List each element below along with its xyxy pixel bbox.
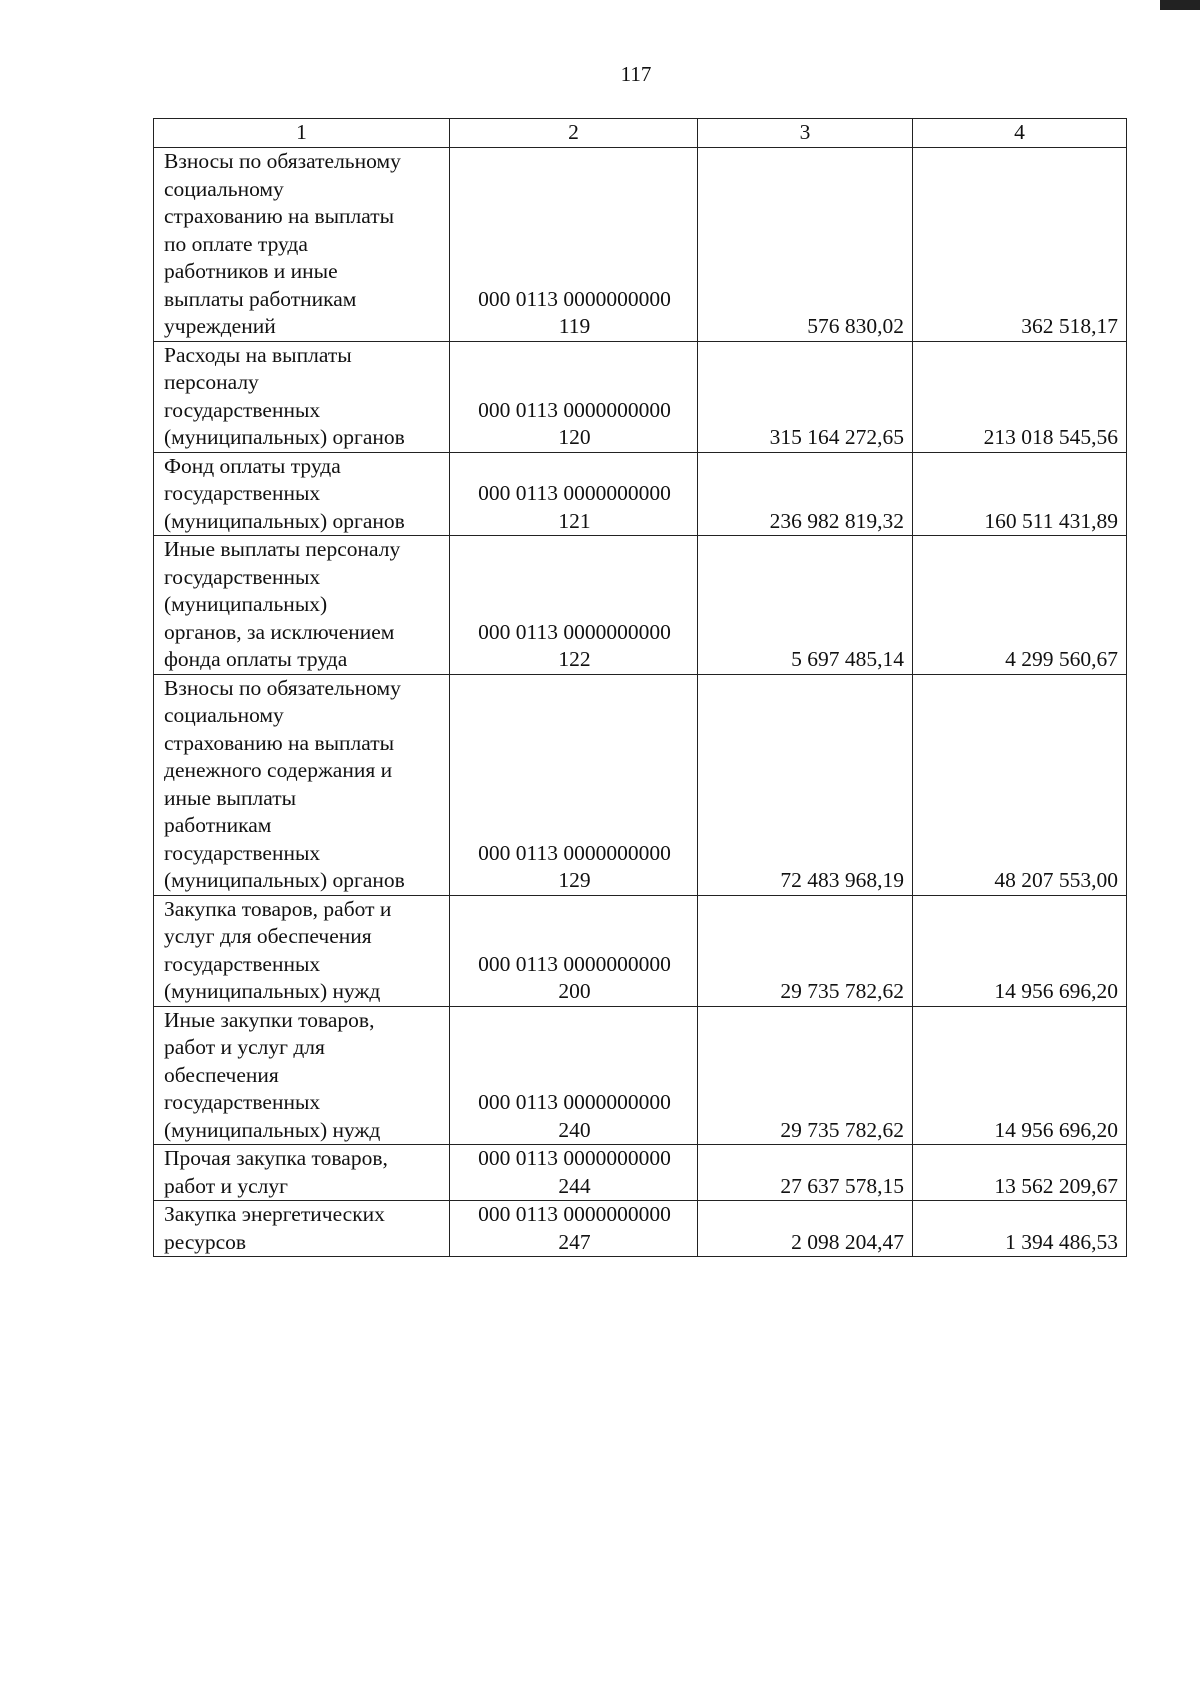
table-row [154,1201,1127,1257]
table-row [154,452,1127,536]
amount-col-4: 160 511 431,89 [913,452,1127,536]
amount-col-4: 14 956 696,20 [913,895,1127,1006]
amount-col-4: 48 207 553,00 [913,674,1127,895]
expense-name-line: Взносы по обязательному [164,149,401,173]
expense-name-line: (муниципальных) органов [164,868,405,892]
expense-name-line: социальному [164,176,284,201]
expense-name-line: страхованию на выплаты [164,730,395,755]
expense-name-line: иные выплаты [164,785,297,810]
budget-code-line: 244 [558,1173,591,1198]
expense-name-line: Прочая закупка товаров, [164,1146,388,1170]
budget-code-cell [450,895,698,1006]
expense-name-cell [154,341,450,452]
expense-name-line: Взносы по обязательному [164,675,401,700]
expense-name-cell [154,1006,450,1145]
budget-code-cell [450,1201,698,1257]
expense-name-line: Расходы на выплаты [164,342,352,367]
amount-col-4: 362 518,17 [913,148,1127,342]
expense-name-line: государственных [164,481,321,505]
header-col-2: 2 [450,119,698,148]
budget-code-line: 000 0113 0000000000 [478,1090,671,1114]
expense-name-line: ресурсов [164,1229,247,1254]
amount-col-3: 29 735 782,62 [698,1006,913,1145]
amount-col-4: 13 562 209,67 [913,1145,1127,1201]
budget-code-line: 119 [558,314,591,338]
expense-name-line: (муниципальных) органов [164,508,405,533]
amount-col-3: 72 483 968,19 [698,674,913,895]
expense-name-line: Иные выплаты персоналу [164,537,401,561]
amount-col-3: 236 982 819,32 [698,452,913,536]
budget-code-cell [450,148,698,342]
header-col-1: 1 [154,119,450,148]
amount-col-4: 14 956 696,20 [913,1006,1127,1145]
expense-name-cell [154,452,450,536]
expense-name-line: работникам [164,813,272,837]
expense-name-line: (муниципальных) органов [164,425,405,449]
budget-code-line: 120 [558,425,591,449]
expense-name-line: социальному [164,703,284,727]
expense-name-line: государственных [164,564,321,589]
header-col-4: 4 [913,119,1127,148]
budget-code-line: 129 [558,868,591,892]
budget-code-line: 121 [558,508,591,533]
expense-name-line: органов, за исключением [164,619,395,644]
table-row [154,1145,1127,1201]
expense-name-line: услуг для обеспечения [164,924,372,948]
budget-code-cell [450,1145,698,1201]
expense-name-line: работников и иные [164,259,338,283]
budget-code-line: 000 0113 0000000000 [478,397,671,422]
header-col-3: 3 [698,119,913,148]
expense-name-line: Иные закупки товаров, [164,1007,375,1032]
budget-code-line: 000 0113 0000000000 [478,840,671,865]
amount-col-3: 27 637 578,15 [698,1145,913,1201]
budget-code-line: 000 0113 0000000000 [478,619,671,644]
expense-name-line: персоналу [164,370,259,394]
budget-code-line: 122 [558,647,591,671]
budget-code-line: 200 [558,979,591,1003]
budget-code-line: 000 0113 0000000000 [478,481,671,505]
table-row [154,536,1127,675]
expense-name-line: страхованию на выплаты [164,204,395,228]
budget-code-line: 240 [558,1117,591,1142]
amount-col-4: 4 299 560,67 [913,536,1127,675]
budget-code-line: 000 0113 0000000000 [478,951,671,976]
budget-code-cell [450,341,698,452]
amount-col-3: 2 098 204,47 [698,1201,913,1257]
expense-name-line: выплаты работникам [164,286,357,311]
budget-table [153,118,1127,1257]
expense-name-line: денежного содержания и [164,758,393,782]
expense-name-line: (муниципальных) [164,592,328,616]
budget-code-cell [450,674,698,895]
expense-name-cell [154,895,450,1006]
expense-name-line: государственных [164,397,321,422]
expense-name-line: Закупка энергетических [164,1202,385,1226]
amount-col-4: 1 394 486,53 [913,1201,1127,1257]
header-row [154,119,1127,148]
expense-name-line: государственных [164,951,321,976]
expense-name-line: фонда оплаты труда [164,647,348,671]
amount-col-3: 29 735 782,62 [698,895,913,1006]
table-row [154,341,1127,452]
expense-name-line: (муниципальных) нужд [164,979,381,1003]
expense-name-cell [154,536,450,675]
budget-code-cell [450,452,698,536]
budget-code-cell [450,1006,698,1145]
expense-name-line: обеспечения [164,1062,279,1087]
table-row [154,1006,1127,1145]
expense-name-line: по оплате труда [164,231,308,256]
budget-code-line: 000 0113 0000000000 [478,286,671,311]
expense-name-line: работ и услуг [164,1173,288,1198]
expense-name-line: (муниципальных) нужд [164,1117,381,1142]
amount-col-3: 576 830,02 [698,148,913,342]
expense-name-cell [154,674,450,895]
budget-code-cell [450,536,698,675]
expense-name-cell [154,148,450,342]
table-row [154,148,1127,342]
budget-code-line: 000 0113 0000000000 [478,1146,671,1170]
scan-edge-mark [1160,0,1200,10]
expense-name-line: государственных [164,1090,321,1114]
expense-name-line: учреждений [164,314,276,338]
expense-name-cell [154,1145,450,1201]
table-body [154,148,1127,1257]
expense-name-line: Закупка товаров, работ и [164,896,392,921]
amount-col-3: 5 697 485,14 [698,536,913,675]
expense-name-line: работ и услуг для [164,1035,325,1059]
amount-col-3: 315 164 272,65 [698,341,913,452]
budget-code-line: 000 0113 0000000000 [478,1202,671,1226]
expense-name-line: Фонд оплаты труда [164,453,341,478]
table-row [154,674,1127,895]
expense-name-line: государственных [164,840,321,865]
amount-col-4: 213 018 545,56 [913,341,1127,452]
budget-code-line: 247 [558,1229,591,1254]
expense-name-cell [154,1201,450,1257]
table-row [154,895,1127,1006]
page-number: 117 [620,62,652,86]
